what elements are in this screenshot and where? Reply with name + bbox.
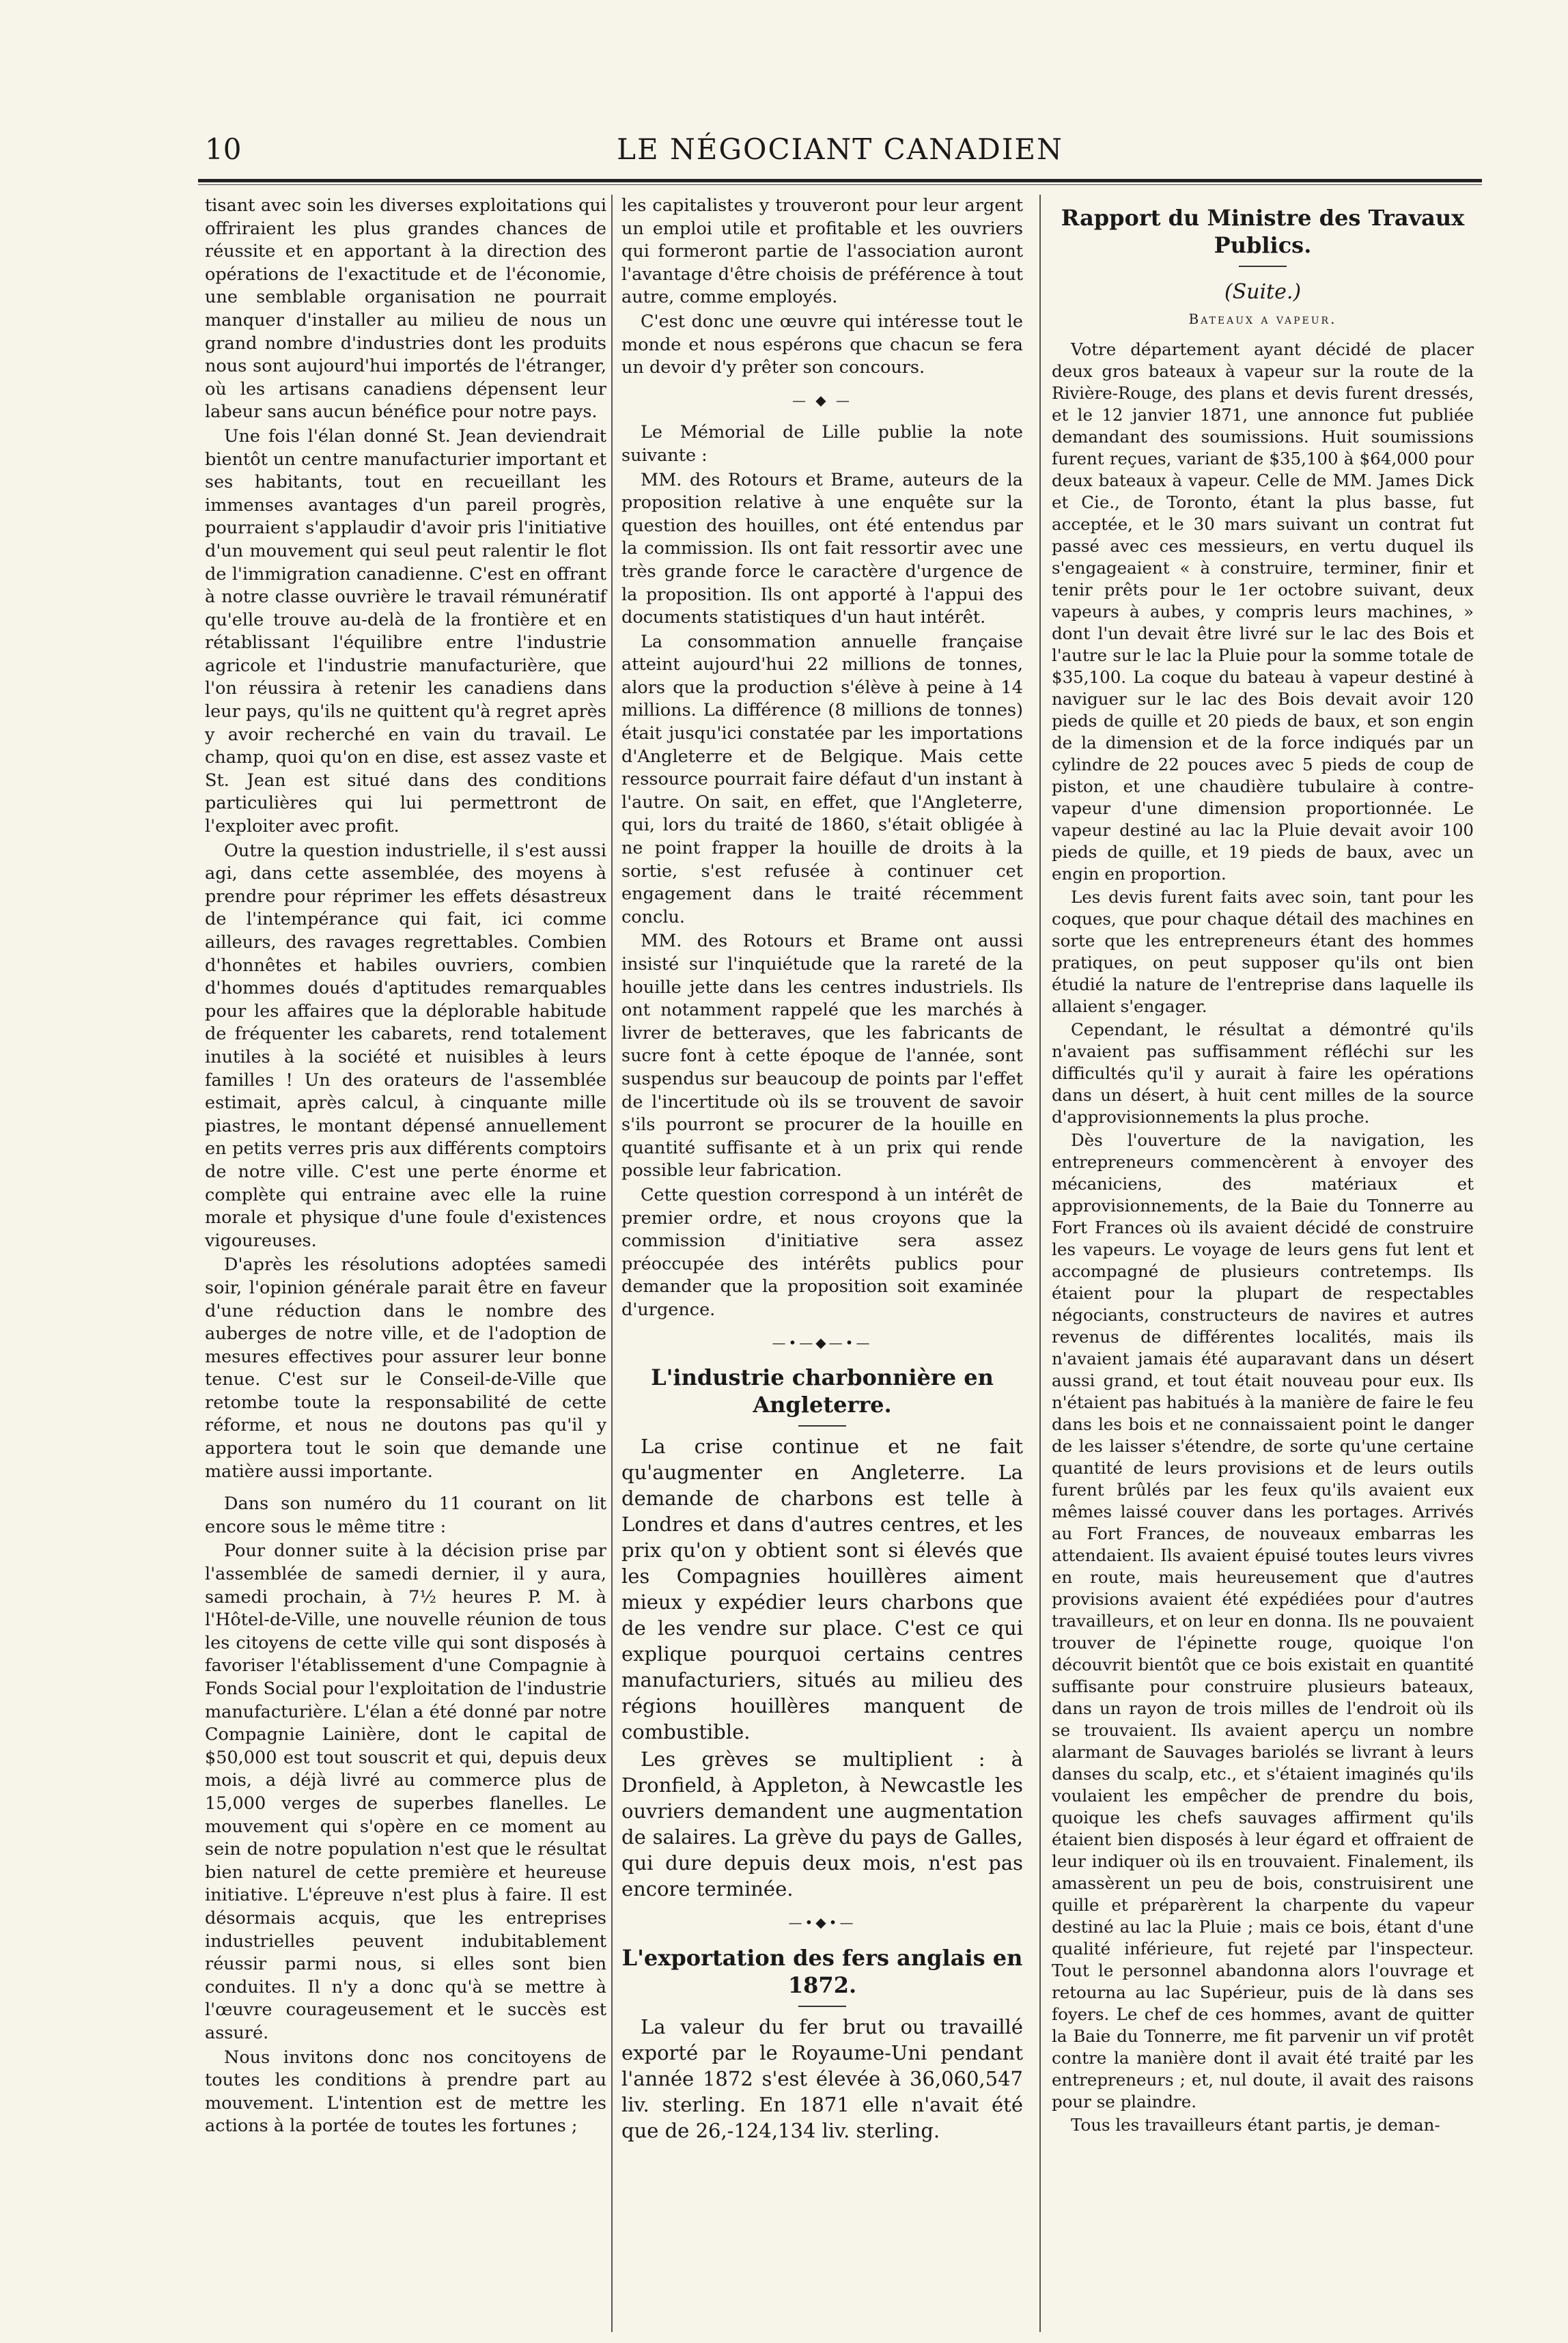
paragraph: C'est donc une œuvre qui intéresse tout le monde et nous espérons que chacun se fera un devoir d'y prêter son concours. xyxy=(621,311,1023,378)
page-number: 10 xyxy=(205,132,242,166)
section-title: Bateaux a vapeur. xyxy=(1188,310,1337,327)
paragraph: La crise continue et ne fait qu'augmenter en Angleterre. La demande de charbons est telle à Londres et dans d'autres centres, et les prix qu'on y obtient sont si élevés que les Compagnies houillères aiment mieux y expédier leurs charbons que de les vendre sur place. C'est ce qui explique pourquoi certains centres manufacturiers, situés au milieu des régions houillères manquent de combustible. xyxy=(621,1435,1023,1744)
article-heading: L'industrie charbonnière en Angleterre. xyxy=(651,1364,994,1418)
continuation-label: (Suite.) xyxy=(1224,280,1302,304)
paragraph: Nous invitons donc nos concitoyens de toutes les conditions à prendre part au mouvement. L'intention est de mettre les actions à la portée de toutes les fortunes ; xyxy=(205,2047,606,2137)
paragraph: tisant avec soin les diverses exploitations qui offriraient les plus grandes chances de réussite et en apportant à la direction des opérations de l'exactitude et de l'économie, une semblable organisation ne pourrait manquer d'installer au milieu de nous un grand nombre d'industries dont les produits nous sont aujourd'hui importés de l'étranger, où les artisans canadiens dépensent leur labeur sans aucun bénéfice pour notre pays. xyxy=(205,195,606,423)
paragraph: Tous les travailleurs étant partis, je deman- xyxy=(1071,2115,1440,2135)
page-header xyxy=(198,128,1482,169)
short-rule xyxy=(1239,266,1287,267)
paragraph: MM. des Rotours et Brame ont aussi insisté sur l'inquiétude que la rareté de la houille jette dans les centres industriels. Ils ont notamment rappelé que les marchés à livrer de betteraves, que les fabricants de sucre font à cette époque de l'année, sont suspendus sur beaucoup de points par l'effet de l'incertitude où ils se trouvent de savoir s'ils pourront se procurer de la houille en quantité suffisante et à un prix qui rende possible leur fabrication. xyxy=(621,931,1023,1181)
header-rule xyxy=(198,179,1482,182)
ornament-divider: —•◆•— xyxy=(788,1914,856,1931)
column-2 xyxy=(621,195,1023,2145)
paragraph: Les devis furent faits avec soin, tant pour les coques, que pour chaque détail des machines en sorte que les entrepreneurs étant des hommes pratiques, on peut supposer qu'ils ont bien étudié la nature de l'entreprise dans laquelle ils allaient s'engager. xyxy=(1052,887,1474,1017)
paragraph: Une fois l'élan donné St. Jean deviendrait bientôt un centre manufacturier important et ses habitants, tout en recueillant les immenses avantages d'un pareil progrès, pourraient s'applaudir d'avoir pris l'initiative d'un mouvement qui seul peut ralentir le flot de l'immigration canadienne. C'est en offrant à notre classe ouvrière le travail rémunératif qu'elle trouve au-delà de la frontière et en rétablissant l'équilibre entre l'industrie agricole et l'industrie manufacturière, que l'on réussira à retenir les canadiens dans leur pays, qu'ils ne quittent qu'à regret après y avoir recherché en vain du travail. Le champ, quoi qu'on en dise, est assez vaste et St. Jean est situé dans des conditions particulières qui lui permettront de l'exploiter avec profit. xyxy=(205,425,606,837)
paragraph: Pour donner suite à la décision prise par l'assemblée de samedi dernier, il y aura, samedi prochain, à 7½ heures P. M. à l'Hôtel-de-Ville, une nouvelle réunion de tous les citoyens de cette ville qui sont disposés à favoriser l'établissement d'une Compagnie à Fonds Social pour l'exploitation de l'industrie manufacturière. L'élan a été donné par notre Compagnie Lainière, dont le capital de $50,000 est tout souscrit et qui, depuis deux mois, a déjà livré au commerce plus de 15,000 verges de superbes flanelles. Le mouvement qui s'opère en ce moment au sein de notre population n'est que le résultat bien naturel de cette première et heureuse initiative. L'épreuve n'est plus à faire. Il est désormais acquis, que les entreprises industrielles peuvent indubitablement réussir parmi nous, si elles sont bien conduites. Il n'y a donc qu'à se mettre à l'œuvre courageusement et le succès est assuré. xyxy=(205,1541,606,2043)
ornament-divider: —•—◆—•— xyxy=(772,1334,873,1351)
paragraph: Votre département ayant décidé de placer deux gros bateaux à vapeur sur la route de la Rivière-Rouge, des plans et devis furent dressés, et le 12 janvier 1871, une annonce fut publiée demandant des soumissions. Huit soumissions furent reçues, variant de $35,100 à $64,000 pour deux bateaux à vapeur. Celle de MM. James Dick et Cie., de Toronto, étant la plus basse, fut acceptée, et le 30 mars suivant un contrat fut passé avec ces messieurs, en vertu duquel ils s'engageaient « à construire, terminer, finir et tenir prêts pour le 1er octobre suivant, deux vapeurs à aubes, y compris leurs machines, » dont l'un devait être livré sur le lac des Bois et l'autre sur le lac la Pluie pour la somme totale de $35,100. La coque du bateau à vapeur destiné à naviguer sur le lac des Bois devait avoir 120 pieds de quille et 20 pieds de baux, et son engin de la dimension et de la force indiqués par un cylindre de 22 pouces avec 5 pieds de coup de piston, et une chaudière tubulaire à contre-vapeur d'une dimension proportionnée. Le vapeur destiné au lac la Pluie devait avoir 100 pieds de quille, et 19 pieds de baux, avec un engin en proportion. xyxy=(1052,339,1474,884)
column-divider xyxy=(611,195,613,2332)
article-heading: Rapport du Ministre des Travaux Publics. xyxy=(1061,205,1465,258)
article-heading: L'exportation des fers anglais en 1872. xyxy=(621,1944,1023,1998)
paragraph: La consommation annuelle française atteint aujourd'hui 22 millions de tonnes, alors que la production s'élève à peine à 14 millions. La différence (8 millions de tonnes) était jusqu'ici constatée par les importations d'Angleterre et de Belgique. Mais cette ressource pourrait faire défaut d'un instant à l'autre. On sait, en effet, que l'Angleterre, qui, lors du traité de 1860, s'était obligée à ne point frapper la houille de droits à la sortie, s'est refusée à continuer cet engagement dans le traité récemment conclu. xyxy=(621,631,1023,927)
paragraph: Dans son numéro du 11 courant on lit encore sous le même titre : xyxy=(205,1493,606,1537)
paragraph: les capitalistes y trouveront pour leur argent un emploi utile et profitable et les ouvriers qui formeront partie de l'association auront l'avantage d'être choisis de préférence à tout autre, comme employés. xyxy=(621,195,1023,308)
paragraph: MM. des Rotours et Brame, auteurs de la proposition relative à une enquête sur la question des houilles, ont été entendus par la commission. Ils ont fait ressortir avec une très grande force le caractère d'urgence de la proposition. Ils ont apporté à l'appui des documents statistiques d'un haut intérêt. xyxy=(621,469,1023,628)
paragraph: Les grèves se multiplient : à Dronfield, à Appleton, à Newcastle les ouvriers demandent une augmentation de salaires. La grève du pays de Galles, qui dure depuis deux mois, n'est pas encore terminée. xyxy=(621,1748,1023,1901)
paragraph: Outre la question industrielle, il s'est aussi agi, dans cette assemblée, des moyens à prendre pour réprimer les effets désastreux de l'intempérance qui fait, ici comme ailleurs, des ravages regrettables. Combien d'honnêtes et habiles ouvriers, combien d'hommes doués d'aptitudes remarquables pour les affaires que la déplorable habitude de fréquenter les cabarets, rend totalement inutiles à la société et nuisibles à leurs familles ! Un des orateurs de l'assemblée estimait, après calcul, à cinquante mille piastres, le montant dépensé annuellement en petits verres pris aux différents comptoirs de notre ville. C'est une perte énorme et complète qui entraine avec elle la ruine morale et physique d'une foule d'existences vigoureuses. xyxy=(205,840,606,1251)
ornament-divider: — ◆ — xyxy=(792,391,853,408)
column-1 xyxy=(205,195,606,2139)
short-rule xyxy=(798,1425,846,1427)
paragraph: Cependant, le résultat a démontré qu'ils n'avaient pas suffisamment réfléchi sur les difficultés qu'il y aurait à faire les opérations dans un désert, à huit cent milles de la source d'approvisionnements la plus proche. xyxy=(1052,1020,1474,1127)
short-rule xyxy=(798,2006,846,2007)
paragraph: Dès l'ouverture de la navigation, les entrepreneurs commencèrent à envoyer des mécaniciens, des matériaux et approvisionnements, de la Baie du Tonnerre au Fort Frances où ils avaient décidé de construire les vapeurs. Le voyage de leurs gens fut lent et accompagné de plusieurs contretemps. Ils étaient pour la plupart de respectables négociants, constructeurs de navires et autres revenus de différentes localités, mais ils n'avaient jamais été auparavant dans un désert aussi grand, et tout était nouveau pour eux. Ils n'étaient pas habitués à la manière de faire le feu dans les bois et ne connaissaient point le danger de les laisser s'étendre, de sorte qu'une certaine quantité de leurs provisions et de leurs outils furent brûlés par les feux qu'ils avaient eux mêmes laissé couver dans les portages. Arrivés au Fort Frances, de nouveaux embarras les attendaient. Ils avaient épuisé toutes leurs vivres en route, mais heureusement que d'autres provisions avaient été expédiées pour d'autres travailleurs, et on leur en donna. Ils ne pouvaient trouver de l'épinette rouge, quoique l'on découvrit bientôt que ce bois existait en quantité suffisante pour construire plusieurs bateaux, dans un rayon de trois milles de l'endroit où ils se trouvaient. Ils avaient aperçu un nombre alarmant de Sauvages bariolés se livrant à leurs danses du scalp, etc., et s'étaient imaginés qu'ils voulaient les empêcher de prendre du bois, quoique les chefs sauvages affirment qu'ils étaient bien disposés à leur égard et offraient de leur indiquer où ils en trouvaient. Finalement, ils amassèrent un peu de bois, construisirent une quille et préparèrent la charpente du vapeur destiné au lac la Pluie ; mais ce bois, étant d'une qualité inférieure, fut rejeté par l'inspecteur. Tout le personnel abandonna alors l'ouvrage et retourna au lac Supérieur, puis de là dans ses foyers. Le chef de ces hommes, avant de quitter la Baie du Tonnerre, me fit parvenir un vif protêt contre la manière dont il avait été traité par les entrepreneurs ; et, nul doute, il avait des raisons pour se plaindre. xyxy=(1052,1130,1474,2112)
paragraph: Cette question correspond à un intérêt de premier ordre, et nous croyons que la commission d'initiative sera assez préoccupée des intérêts publics pour demander que la proposition soit examinée d'urgence. xyxy=(621,1184,1023,1320)
column-divider xyxy=(1039,195,1041,2332)
paragraph: La valeur du fer brut ou travaillé exporté par le Royaume-Uni pendant l'année 1872 s'est élevée à 36,060,547 liv. sterling. En 1871 elle n'avait été que de 26,-124,134 liv. sterling. xyxy=(621,2015,1023,2142)
paragraph: D'après les résolutions adoptées samedi soir, l'opinion générale parait être en faveur d'une réduction dans le nombre des auberges de notre ville, et de l'adoption de mesures effectives pour assurer leur bonne tenue. C'est sur le Conseil-de-Ville que retombe toute la responsabilité de cette réforme, et nous ne doutons pas qu'il y apportera tout le soin que demande une matière aussi importante. xyxy=(205,1254,606,1482)
column-3 xyxy=(1052,195,1474,2137)
header-rule-thin xyxy=(198,184,1482,185)
journal-title: LE NÉGOCIANT CANADIEN xyxy=(617,132,1063,166)
paragraph: Le Mémorial de Lille publie la note suivante : xyxy=(621,422,1023,466)
